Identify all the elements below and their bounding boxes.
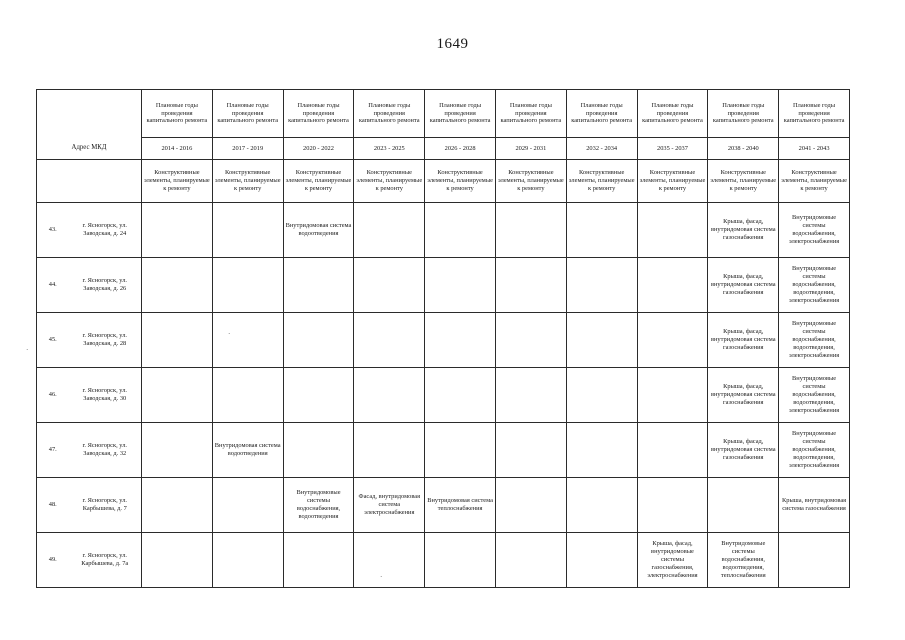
header-elements-cell: Конструктивные элементы, планируемые к ремонту: [212, 160, 283, 203]
repair-elements-cell: [212, 258, 283, 313]
repair-elements-cell: Крыша, внутридомовая система газоснабжения: [779, 478, 850, 533]
repair-elements-cell: [566, 368, 637, 423]
repair-elements-cell: [637, 313, 708, 368]
header-period-cell: Плановые годы проведения капитального ремонта: [142, 90, 213, 138]
repair-elements-cell: Внутридомовые системы водоснабжения, водоотведения: [283, 478, 354, 533]
row-address: г. Ясногорск, ул. Заводская, д. 26: [69, 258, 142, 313]
capital-repair-schedule-table: [36, 89, 850, 588]
repair-elements-cell: [283, 313, 354, 368]
header-elements-cell: Конструктивные элементы, планируемые к ремонту: [708, 160, 779, 203]
row-number: 45.: [37, 313, 69, 368]
address-column-header: Адрес МКД: [37, 138, 142, 160]
repair-elements-cell: [495, 258, 566, 313]
repair-elements-cell: [495, 368, 566, 423]
repair-elements-cell: Внутридомовая система водоотведения: [283, 203, 354, 258]
repair-elements-cell: Крыша, фасад, внутридомовые системы газоснабжения, электроснабжения: [637, 533, 708, 588]
repair-elements-cell: [283, 258, 354, 313]
row-address: г. Ясногорск, ул. Карбышева, д. 7: [69, 478, 142, 533]
stray-mark: ·: [26, 346, 29, 354]
repair-elements-cell: [212, 533, 283, 588]
repair-elements-cell: [354, 313, 425, 368]
repair-elements-cell: [354, 423, 425, 478]
header-year-range: 2017 - 2019: [212, 138, 283, 160]
repair-elements-cell: Внутридомовые системы водоснабжения, водоотведения, теплоснабжения: [708, 533, 779, 588]
header-year-range: 2014 - 2016: [142, 138, 213, 160]
row-number: 47.: [37, 423, 69, 478]
table-row: [37, 368, 850, 423]
repair-elements-cell: Внутридомовая система теплоснабжения: [425, 478, 496, 533]
header-elements-cell: Конструктивные элементы, планируемые к ремонту: [566, 160, 637, 203]
header-elements-cell: Конструктивные элементы, планируемые к ремонту: [637, 160, 708, 203]
repair-elements-cell: [354, 368, 425, 423]
row-address: г. Ясногорск, ул. Карбышева, д. 7а: [69, 533, 142, 588]
header-elements-cell: Конструктивные элементы, планируемые к ремонту: [779, 160, 850, 203]
header-period-cell: Плановые годы проведения капитального ремонта: [283, 90, 354, 138]
page-number: 1649: [436, 36, 469, 52]
table-row: [37, 423, 850, 478]
repair-elements-cell: [637, 368, 708, 423]
repair-elements-cell: [566, 478, 637, 533]
repair-elements-cell: [142, 313, 213, 368]
repair-elements-cell: [212, 368, 283, 423]
repair-elements-cell: [708, 478, 779, 533]
repair-elements-cell: Фасад, внутридомовая система электроснабжения: [354, 478, 425, 533]
row-number: 44.: [37, 258, 69, 313]
row-number: 48.: [37, 478, 69, 533]
table-row: [37, 533, 850, 588]
repair-elements-cell: [283, 533, 354, 588]
header-period-cell: Плановые годы проведения капитального ремонта: [708, 90, 779, 138]
repair-elements-cell: [495, 533, 566, 588]
header-period-cell: Плановые годы проведения капитального ремонта: [425, 90, 496, 138]
header-year-range: 2035 - 2037: [637, 138, 708, 160]
repair-elements-cell: [354, 258, 425, 313]
repair-elements-cell: Крыша, фасад, внутридомовая система газоснабжения: [708, 258, 779, 313]
repair-elements-cell: [425, 313, 496, 368]
repair-elements-cell: Внутридомовая система водоотведения: [212, 423, 283, 478]
repair-elements-cell: [212, 478, 283, 533]
repair-elements-cell: [142, 258, 213, 313]
stray-mark: ·: [228, 330, 231, 338]
repair-elements-cell: Крыша, фасад, внутридомовая система газоснабжения: [708, 368, 779, 423]
header-row-ranges: [37, 138, 850, 160]
header-corner: [37, 90, 142, 138]
row-number: 43.: [37, 203, 69, 258]
repair-elements-cell: Крыша, фасад, внутридомовая система газоснабжения: [708, 203, 779, 258]
table-row: [37, 258, 850, 313]
repair-elements-cell: [212, 203, 283, 258]
header-blank: [37, 160, 142, 203]
header-period-cell: Плановые годы проведения капитального ремонта: [495, 90, 566, 138]
header-elements-cell: Конструктивные элементы, планируемые к ремонту: [425, 160, 496, 203]
repair-elements-cell: [142, 203, 213, 258]
header-row-elements: [37, 160, 850, 203]
repair-elements-cell: [495, 313, 566, 368]
repair-elements-cell: Крыша, фасад, внутридомовая система газоснабжения: [708, 313, 779, 368]
repair-elements-cell: [637, 423, 708, 478]
repair-elements-cell: [495, 423, 566, 478]
repair-elements-cell: [637, 258, 708, 313]
repair-elements-cell: [425, 368, 496, 423]
header-row-periods: [37, 90, 850, 138]
repair-elements-cell: [425, 203, 496, 258]
row-address: г. Ясногорск, ул. Заводская, д. 28: [69, 313, 142, 368]
header-elements-cell: Конструктивные элементы, планируемые к ремонту: [354, 160, 425, 203]
repair-elements-cell: [142, 368, 213, 423]
table-row: [37, 478, 850, 533]
repair-elements-cell: [354, 203, 425, 258]
repair-elements-cell: [283, 368, 354, 423]
repair-elements-cell: [566, 423, 637, 478]
header-year-range: 2032 - 2034: [566, 138, 637, 160]
stray-mark: ·: [380, 573, 383, 581]
repair-elements-cell: [425, 533, 496, 588]
repair-elements-cell: [566, 258, 637, 313]
row-number: 49.: [37, 533, 69, 588]
header-period-cell: Плановые годы проведения капитального ремонта: [354, 90, 425, 138]
repair-elements-cell: [212, 313, 283, 368]
repair-elements-cell: [566, 533, 637, 588]
repair-elements-cell: Внутридомовые системы водоснабжения, водоотведения, электроснабжения: [779, 368, 850, 423]
repair-elements-cell: [566, 313, 637, 368]
repair-elements-cell: Внутридомовые системы водоснабжения, водоотведения, электроснабжения: [779, 313, 850, 368]
table-row: [37, 313, 850, 368]
header-year-range: 2029 - 2031: [495, 138, 566, 160]
repair-elements-cell: [637, 203, 708, 258]
table-row: [37, 203, 850, 258]
repair-elements-cell: [779, 533, 850, 588]
header-elements-cell: Конструктивные элементы, планируемые к ремонту: [495, 160, 566, 203]
header-period-cell: Плановые годы проведения капитального ремонта: [566, 90, 637, 138]
repair-elements-cell: [283, 423, 354, 478]
repair-elements-cell: Крыша, фасад, внутридомовая система газоснабжения: [708, 423, 779, 478]
row-address: г. Ясногорск, ул. Заводская, д. 32: [69, 423, 142, 478]
header-period-cell: Плановые годы проведения капитального ремонта: [212, 90, 283, 138]
header-year-range: 2038 - 2040: [708, 138, 779, 160]
repair-elements-cell: Внутридомовые системы водоснабжения, водоотведения, электроснабжения: [779, 423, 850, 478]
row-address: г. Ясногорск, ул. Заводская, д. 24: [69, 203, 142, 258]
repair-elements-cell: [495, 203, 566, 258]
repair-elements-cell: [425, 258, 496, 313]
header-period-cell: Плановые годы проведения капитального ремонта: [779, 90, 850, 138]
repair-elements-cell: [637, 478, 708, 533]
repair-elements-cell: [495, 478, 566, 533]
repair-elements-cell: [142, 423, 213, 478]
repair-elements-cell: [142, 533, 213, 588]
header-year-range: 2020 - 2022: [283, 138, 354, 160]
repair-elements-cell: [425, 423, 496, 478]
header-elements-cell: Конструктивные элементы, планируемые к ремонту: [283, 160, 354, 203]
header-period-cell: Плановые годы проведения капитального ремонта: [637, 90, 708, 138]
row-number: 46.: [37, 368, 69, 423]
row-address: г. Ясногорск, ул. Заводская, д. 30: [69, 368, 142, 423]
repair-elements-cell: [142, 478, 213, 533]
repair-elements-cell: Внутридомовые системы водоснабжения, водоотведения, электроснабжения: [779, 258, 850, 313]
header-elements-cell: Конструктивные элементы, планируемые к ремонту: [142, 160, 213, 203]
repair-elements-cell: Внутридомовые системы водоснабжения, электроснабжения: [779, 203, 850, 258]
header-year-range: 2026 - 2028: [425, 138, 496, 160]
repair-elements-cell: [354, 533, 425, 588]
header-year-range: 2023 - 2025: [354, 138, 425, 160]
header-year-range: 2041 - 2043: [779, 138, 850, 160]
repair-elements-cell: [566, 203, 637, 258]
